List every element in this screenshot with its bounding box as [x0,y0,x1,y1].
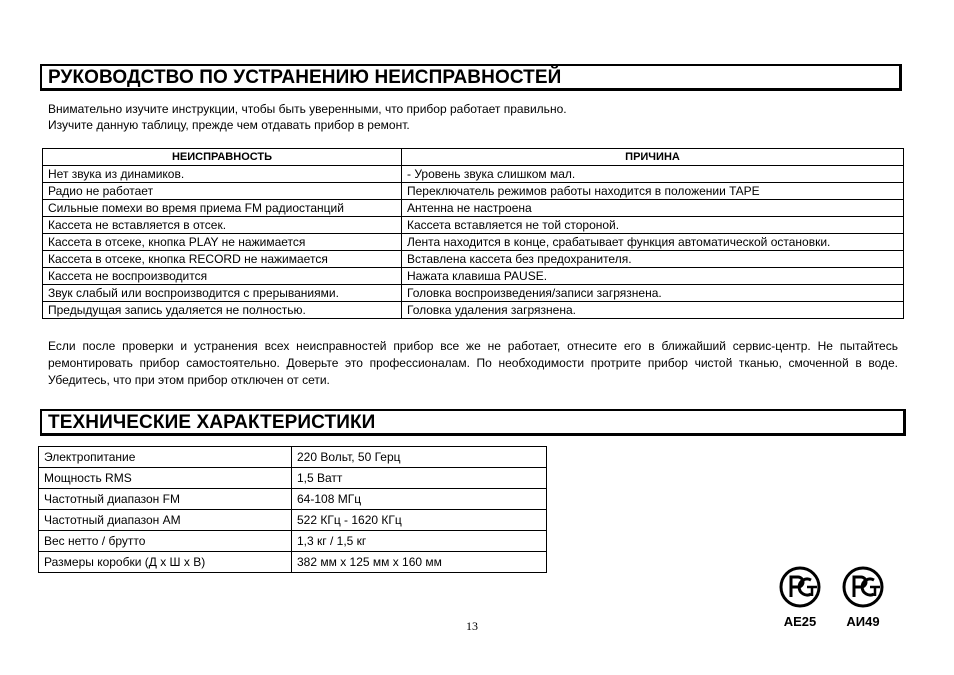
table-row [43,251,904,268]
column-header-fault: НЕИСПРАВНОСТЬ [43,149,402,166]
cause-cell: Нажата клавиша PAUSE. [402,268,904,285]
spec-label: Электропитание [39,447,292,468]
fault-cell: Радио не работает [43,183,402,200]
specifications-title: ТЕХНИЧЕСКИЕ ХАРАКТЕРИСТИКИ [40,409,906,436]
troubleshooting-intro [48,101,567,133]
specifications-table [38,446,547,573]
certification-mark [775,566,825,629]
fault-cell: Сильные помехи во время приема FM радиостанций [43,200,402,217]
table-row [43,285,904,302]
table-row [39,552,547,573]
cause-cell: Переключатель режимов работы находится в положении TAPE [402,183,904,200]
table-row [39,447,547,468]
spec-label: Частотный диапазон FM [39,489,292,510]
cause-cell: Вставлена кассета без предохранителя. [402,251,904,268]
pct-certification-icon [777,566,823,608]
cause-cell: Головка воспроизведения/записи загрязнена. [402,285,904,302]
service-advice-paragraph: Если после проверки и устранения всех неисправностей прибор все же не работает, отнесите его в ближайший сервис-центр. Не пытайтесь ремонтировать прибор самостоятельно. Доверьте это профессионалам. По необходимости протрите прибор чистой тканью, смоченной в воде. Убедитесь, что при этом прибор отключен от сети. [48,339,898,387]
certification-code: АЕ25 [783,614,817,629]
pct-certification-icon [840,566,886,608]
fault-cell: Кассета не воспроизводится [43,268,402,285]
spec-value: 1,5 Ватт [292,468,547,489]
table-row [43,234,904,251]
cause-cell: Кассета вставляется не той стороной. [402,217,904,234]
spec-value: 382 мм х 125 мм х 160 мм [292,552,547,573]
table-row [43,268,904,285]
cause-cell: Лента находится в конце, срабатывает функция автоматической остановки. [402,234,904,251]
spec-value: 64-108 МГц [292,489,547,510]
spec-value: 522 КГц - 1620 КГц [292,510,547,531]
cause-cell: - Уровень звука слишком мал. [402,166,904,183]
cause-cell: Головка удаления загрязнена. [402,302,904,319]
intro-line: Внимательно изучите инструкции, чтобы быть уверенными, что прибор работает правильно. [48,102,567,116]
troubleshooting-table [42,148,904,319]
table-row [39,468,547,489]
page-number: 13 [466,619,478,633]
spec-label: Вес нетто / брутто [39,531,292,552]
certification-mark [838,566,888,629]
table-row [43,302,904,319]
spec-label: Мощность RMS [39,468,292,489]
table-row [39,510,547,531]
column-header-cause: ПРИЧИНА [402,149,904,166]
fault-cell: Нет звука из динамиков. [43,166,402,183]
troubleshooting-title: РУКОВОДСТВО ПО УСТРАНЕНИЮ НЕИСПРАВНОСТЕЙ [40,64,902,91]
intro-line: Изучите данную таблицу, прежде чем отдавать прибор в ремонт. [48,118,410,132]
fault-cell: Кассета в отсеке, кнопка RECORD не нажимается [43,251,402,268]
table-row [43,183,904,200]
table-row [43,200,904,217]
certification-code: АИ49 [846,614,880,629]
table-row [39,531,547,552]
fault-cell: Звук слабый или воспроизводится с прерываниями. [43,285,402,302]
spec-label: Частотный диапазон AM [39,510,292,531]
fault-cell: Кассета в отсеке, кнопка PLAY не нажимается [43,234,402,251]
table-row [39,489,547,510]
spec-label: Размеры коробки (Д х Ш х В) [39,552,292,573]
table-row [43,217,904,234]
fault-cell: Предыдущая запись удаляется не полностью. [43,302,402,319]
spec-value: 220 Вольт, 50 Герц [292,447,547,468]
fault-cell: Кассета не вставляется в отсек. [43,217,402,234]
table-row [43,166,904,183]
table-header-row [43,149,904,166]
cause-cell: Антенна не настроена [402,200,904,217]
spec-value: 1,3 кг / 1,5 кг [292,531,547,552]
